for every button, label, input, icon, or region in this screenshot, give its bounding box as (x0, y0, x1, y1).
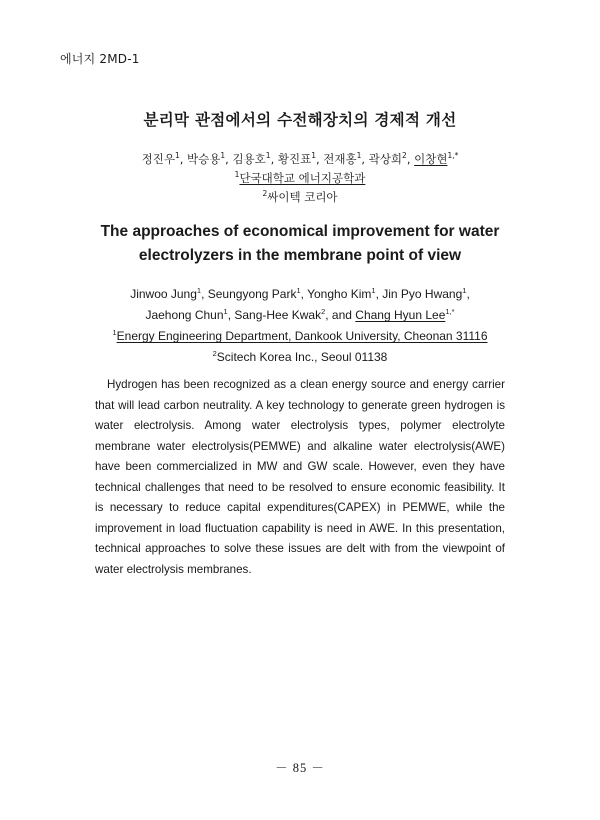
author-affiliation-mark: 1,* (445, 307, 455, 316)
english-author-list-line-2: Jaehong Chun$^1$, Sang-Hee Kwak$^2$, and Chang Hyun Lee$^{1,*}$ (145, 307, 455, 322)
english-title (0, 220, 600, 268)
korean-author-block (0, 150, 600, 207)
page-number: － 85 － (275, 761, 325, 775)
author-affiliation-mark: 1 (311, 151, 316, 160)
abstract-paragraph: Hydrogen has been recognized as a clean energy source and energy carrier that will lead carbon neutrality. A key technology to generate green hydrogen is water electrolysis. Among water electrolysis types, polymer electrolyte membrane water electrolysis(PEMWE) and alkaline water electrolysis(AWE) have been commercialized in MW and GW scale. However, even they have technical challenges that need to be resolved to ensure economic feasibility. It is necessary to reduce capital expenditures(CAPEX) in PEMWE, while the improvement in load fluctuation capability is need in AWE. In this presentation, technical approaches to solve these issues are delt with from the viewpoint of water electrolysis membranes. (95, 378, 505, 576)
affiliation-text: 싸이텍 코리아 (267, 190, 338, 204)
author-name: Sang-Hee Kwak (234, 308, 322, 322)
author-affiliation-mark: 1 (296, 286, 301, 295)
affiliation-text: Scitech Korea Inc., Seoul 01138 (216, 350, 388, 364)
conjunction: and (331, 308, 352, 322)
korean-title: 분리막 관점에서의 수전해장치의 경제적 개선 (143, 111, 457, 129)
author-affiliation-mark: 1,* (447, 151, 459, 160)
author-affiliation-mark: 1 (265, 151, 271, 160)
author-name: 김용호 (232, 152, 266, 166)
affiliation-mark: 1 (234, 170, 240, 179)
author-affiliation-mark: 1 (174, 151, 180, 160)
affiliation-text: Energy Engineering Department, Dankook University, Cheonan 31116 (116, 329, 488, 343)
english-affiliation-1 (0, 326, 600, 347)
author-name: Jaehong Chun (145, 308, 224, 322)
affiliation-mark: 2 (212, 349, 217, 358)
corresponding-author-name: 이창현 (414, 152, 448, 166)
author-name: 전재홍 (323, 152, 357, 166)
corresponding-author-name: Chang Hyun Lee (355, 308, 446, 322)
affiliation-text: 단국대학교 에너지공학과 (239, 171, 366, 185)
english-title-line: electrolyzers in the membrane point of view (138, 247, 462, 264)
affiliation-mark: 1 (112, 328, 117, 337)
author-name: Jinwoo Jung (130, 287, 197, 301)
author-name: 황진표 (277, 152, 312, 166)
author-affiliation-mark: 1 (371, 286, 376, 295)
author-affiliation-mark: 2 (321, 307, 326, 316)
affiliation-mark: 2 (262, 189, 268, 198)
author-name: 곽상희 (368, 152, 403, 166)
author-affiliation-mark: 2 (402, 151, 407, 160)
author-affiliation-mark: 1 (462, 286, 467, 295)
author-name: 박승용 (187, 152, 221, 166)
author-affiliation-mark: 1 (196, 286, 202, 295)
author-name: Jin Pyo Hwang (382, 287, 463, 301)
korean-affiliation-2 (0, 188, 600, 207)
author-name: Seungyong Park (207, 287, 297, 301)
author-name: 정진우 (141, 152, 175, 166)
author-affiliation-mark: 1 (223, 307, 228, 316)
english-title-line: The approaches of economical improvement for water (100, 223, 500, 240)
author-affiliation-mark: 1 (356, 151, 362, 160)
session-code: 에너지 2MD-1 (60, 52, 140, 66)
english-author-block (0, 284, 600, 368)
author-affiliation-mark: 1 (220, 151, 226, 160)
english-affiliation-2 (0, 347, 600, 368)
korean-author-list: 정진우$^1$, 박승용$^1$, 김용호$^1$, 황진표$^1$, 전재홍$^1$, 곽상희$^2$, 이창현$^{1,*}$ (141, 151, 459, 166)
author-name: Yongho Kim (307, 287, 372, 301)
korean-affiliation-1 (0, 169, 600, 188)
english-author-list-line-1: Jinwoo Jung$^1$, Seungyong Park$^1$, Yongho Kim$^1$, Jin Pyo Hwang$^1$, (130, 286, 470, 301)
